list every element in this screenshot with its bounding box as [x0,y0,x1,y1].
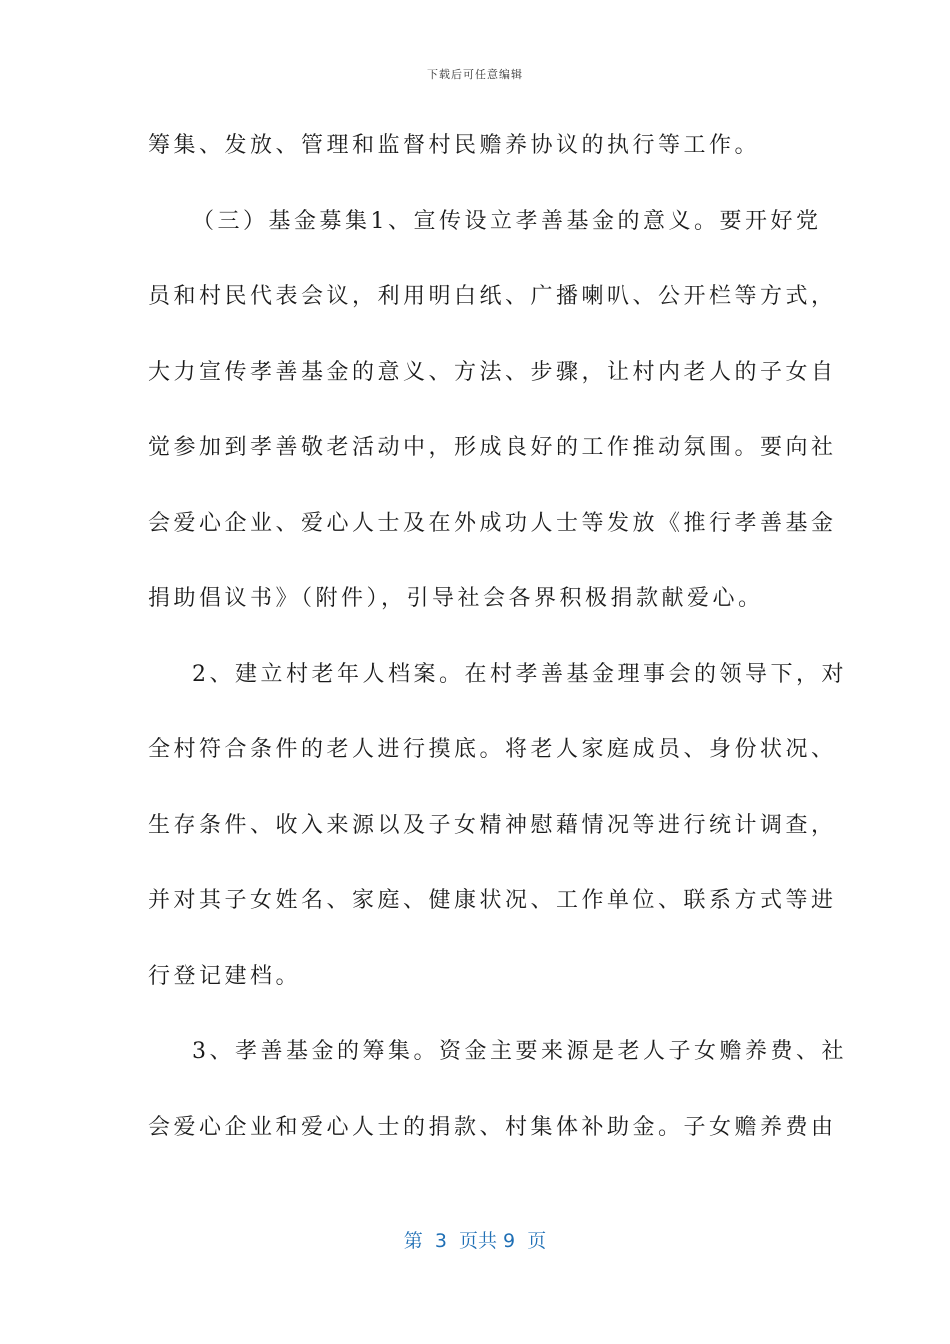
body-line: 捐助倡议书》（附件），引导社会各界积极捐款献爱心。 [148,586,764,611]
body-line: 全村符合条件的老人进行摸底。将老人家庭成员、身份状况、 [148,737,837,762]
body-line: 会爱心企业、爱心人士及在外成功人士等发放《推行孝善基金 [148,510,837,536]
body-line: 筹集、发放、管理和监督村民赡养协议的执行等工作。 [148,133,761,158]
body-line: 3、孝善基金的筹集。资金主要来源是老人子女赡养费、社 [192,1039,847,1064]
body-line: 大力宣传孝善基金的意义、方法、步骤，让村内老人的子女自 [148,359,837,385]
body-line: 觉参加到孝善敬老活动中，形成良好的工作推动氛围。要向社 [148,435,837,460]
page-header: 下载后可任意编辑 [427,68,523,81]
body-line: 并对其子女姓名、家庭、健康状况、工作单位、联系方式等进 [148,888,837,913]
document-body [148,118,847,1175]
body-line: 行登记建档。 [148,963,302,989]
body-line: 2、建立村老年人档案。在村孝善基金理事会的领导下，对 [192,661,847,687]
body-line: 员和村民代表会议，利用明白纸、广播喇叭、公开栏等方式， [148,284,837,309]
body-line: （三）基金募集1、宣传设立孝善基金的意义。要开好党 [192,208,822,234]
page-number-footer: 第 3 页共 9 页 [403,1230,547,1252]
body-line: 会爱心企业和爱心人士的捐款、村集体补助金。子女赡养费由 [148,1114,837,1140]
body-line: 生存条件、收入来源以及子女精神慰藉情况等进行统计调查， [148,812,837,838]
